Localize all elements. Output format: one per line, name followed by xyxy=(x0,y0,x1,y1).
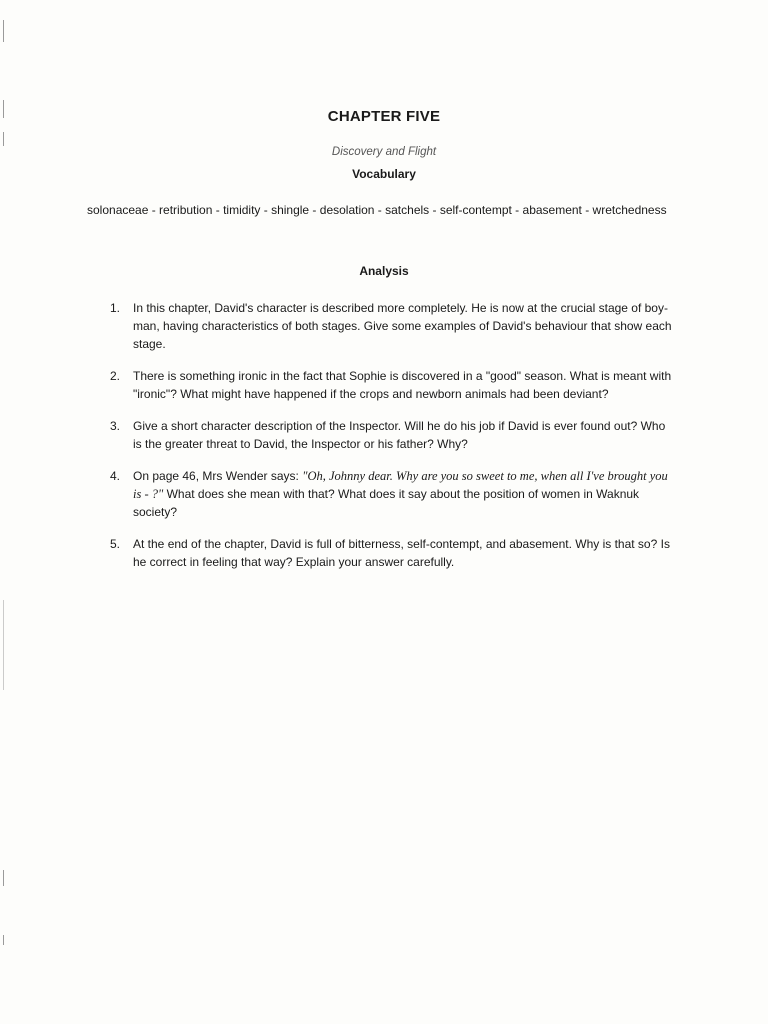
question-5 xyxy=(0,535,673,571)
chapter-title: CHAPTER FIVE xyxy=(327,108,441,125)
scan-mark xyxy=(3,870,4,886)
question-list xyxy=(0,299,768,585)
analysis-heading: Analysis xyxy=(359,264,409,278)
question-number: 2. xyxy=(110,369,121,383)
vocabulary-words: solonaceae - retribution - timidity - shingle - desolation - satchels - self-contempt - abasement - wretchedness xyxy=(87,203,667,217)
question-text-before: On page 46, Mrs Wender says: xyxy=(133,469,303,483)
question-text: Give a short character description of the Inspector. Will he do his job if David is ever found out? Who is the greater threat to David, the Inspector or his father? Why? xyxy=(133,419,666,451)
question-text: There is something ironic in the fact that Sophie is discovered in a "good" season. What is meant with "ironic"? What might have happened if the crops and newborn animals had been deviant? xyxy=(133,369,672,401)
question-number: 5. xyxy=(110,537,121,551)
question-number: 4. xyxy=(110,469,121,483)
chapter-subtitle: Discovery and Flight xyxy=(331,146,437,158)
question-1 xyxy=(0,299,673,353)
scan-mark xyxy=(3,20,4,42)
question-text-after: What does she mean with that? What does it say about the position of women in Waknuk society? xyxy=(133,487,640,519)
scan-mark xyxy=(3,600,4,690)
question-number: 1. xyxy=(110,301,121,315)
question-text xyxy=(133,469,668,519)
question-number: 3. xyxy=(110,419,121,433)
vocabulary-heading: Vocabulary xyxy=(352,167,416,181)
question-text: In this chapter, David's character is described more completely. He is now at the crucial stage of boy-man, having characteristics of both stages. Give some examples of David's behaviour that show each stage. xyxy=(133,301,672,351)
question-2 xyxy=(0,367,673,403)
question-4 xyxy=(0,467,673,521)
scan-mark xyxy=(3,935,4,945)
question-text: At the end of the chapter, David is full of bitterness, self-contempt, and abasement. Why is that so? Is he correct in feeling that way? Explain your answer carefully. xyxy=(133,537,670,569)
question-3 xyxy=(0,417,673,453)
scan-mark xyxy=(3,132,4,146)
question-quote: "Oh, Johnny dear. Why are you so sweet to me, when all I've brought you is - ?" xyxy=(133,469,668,501)
